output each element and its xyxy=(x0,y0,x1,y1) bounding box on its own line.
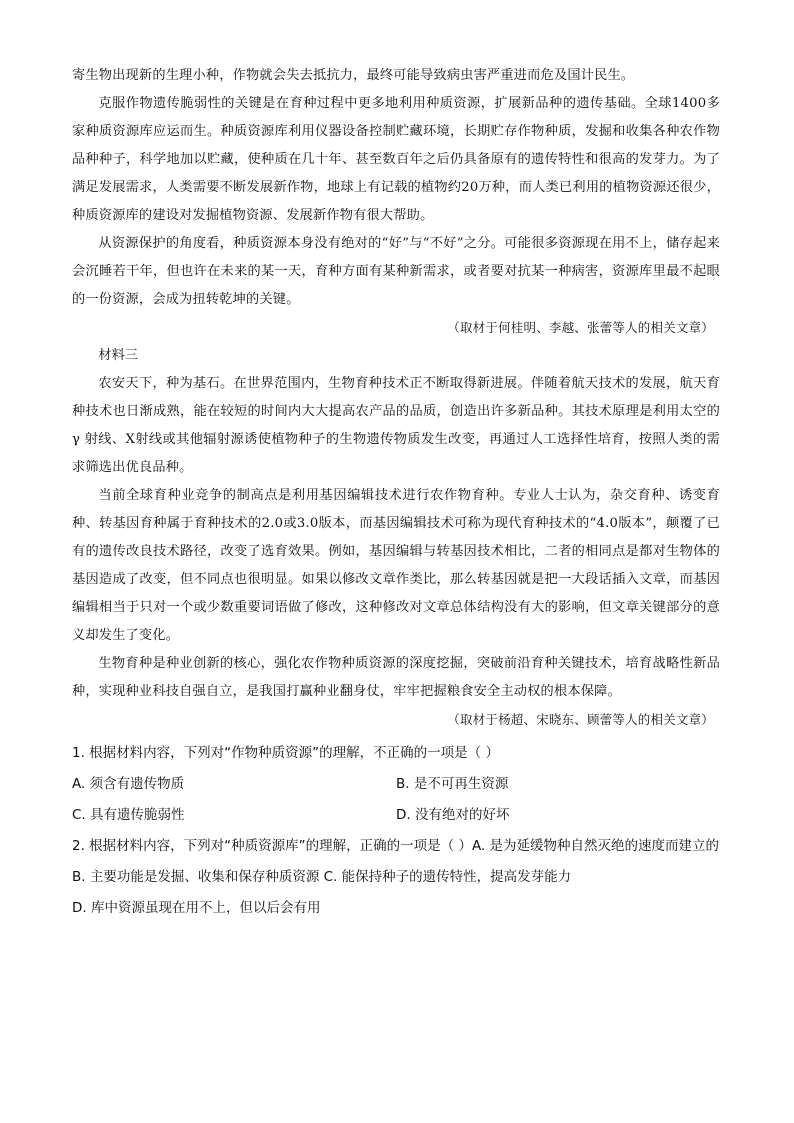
q1-option-b: B. 是不可再生资源 xyxy=(396,776,509,792)
question-1-options xyxy=(72,769,720,831)
paragraph-resource-protection: 从资源保护的角度看，种质资源本身没有绝对的“好”与“不好”之分。可能很多资源现在用不上，储存起来会沉睡若干年，但也许在未来的某一天，育种方面有某种新需求，或者要对抗某一种病害，资源库里最不起眼的一份资源，会成为扭转乾坤的关键。 xyxy=(72,236,720,307)
source-citation-material2: （取材于何桂明、李越、张蕾等人的相关文章） xyxy=(447,320,714,335)
paragraph-continued: 寄生物出现新的生理小种，作物就会失去抵抗力，最终可能导致病虫害严重进而危及国计民生。 xyxy=(72,68,635,83)
q2-option-b-c: B. 主要功能是发掘、收集和保存种质资源 C. 能保持种子的遗传特性，提高发芽能力 xyxy=(72,869,572,885)
material-three-heading: 材料三 xyxy=(98,348,138,363)
question-1-stem: 1. 根据材料内容，下列对“作物种质资源”的理解，不正确的一项是（ ） xyxy=(72,745,499,761)
paragraph-germplasm-bank: 克服作物遗传脆弱性的关键是在育种过程中更多地利用种质资源，扩展新品种的遗传基础。全球1400多家种质资源库应运而生。种质资源库利用仪器设备控制贮藏环境，长期贮存作物种质，发掘和收集各种农作物品种种子，科学地加以贮藏，使种质在几十年、甚至数百年之后仍具备原有的遗传特性和很高的发芽力。为了满足发展需求，人类需要不断发展新作物，地球上有记载的植物约20万种，而人类已利用的植物资源还很少，种质资源库的建设对发掘植物资源、发展新作物有很大帮助。 xyxy=(72,96,720,223)
paragraph-gene-editing: 当前全球育种业竞争的制高点是利用基因编辑技术进行农作物育种。专业人士认为，杂交育种、诱变育种、转基因育种属于育种技术的2.0或3.0版本，而基因编辑技术可称为现代育种技术的“4.0版本”，颠覆了已有的遗传改良技术路径，改变了选育效果。例如，基因编辑与转基因技术相比，二者的相同点是都对生物体的基因造成了改变，但不同点也很明显。如果以修改文章作类比，那么转基因就是把一大段话插入文章，而基因编辑相当于只对一个或少数重要词语做了修改，这种修改对文章总体结构没有大的影响，但文章关键部分的意义却发生了变化。 xyxy=(72,488,720,643)
q1-option-a: A. 须含有遗传物质 xyxy=(72,776,185,792)
source-citation-material3: （取材于杨超、宋晓东、顾蕾等人的相关文章） xyxy=(447,712,714,727)
q1-option-c: C. 具有遗传脆弱性 xyxy=(72,807,185,823)
document-page xyxy=(72,62,720,924)
paragraph-space-breeding: 农安天下，种为基石。在世界范围内，生物育种技术正不断取得新进展。伴随着航天技术的发展，航天育种技术也日渐成熟，能在较短的时间内大大提高农产品的品质，创造出许多新品种。其技术原理是利用太空的 γ 射线、X射线或其他辐射源诱使植物种子的生物遗传物质发生改变，再通过人工选择性培育，按照人类的需求筛选出优良品种。 xyxy=(72,376,720,475)
q2-option-d: D. 库中资源虽现在用不上，但以后会有用 xyxy=(72,900,321,916)
question-2-stem: 2. 根据材料内容，下列对“种质资源库”的理解，正确的一项是（ ）A. 是为延缓物种自然灭绝的速度而建立的 xyxy=(72,838,720,854)
paragraph-bio-breeding-core: 生物育种是种业创新的核心，强化农作物种质资源的深度挖掘，突破前沿育种关键技术，培育战略性新品种，实现种业科技自强自立，是我国打赢种业翻身仗，牢牢把握粮食安全主动权的根本保障。 xyxy=(72,656,720,699)
q1-option-d: D. 没有绝对的好坏 xyxy=(396,807,510,823)
